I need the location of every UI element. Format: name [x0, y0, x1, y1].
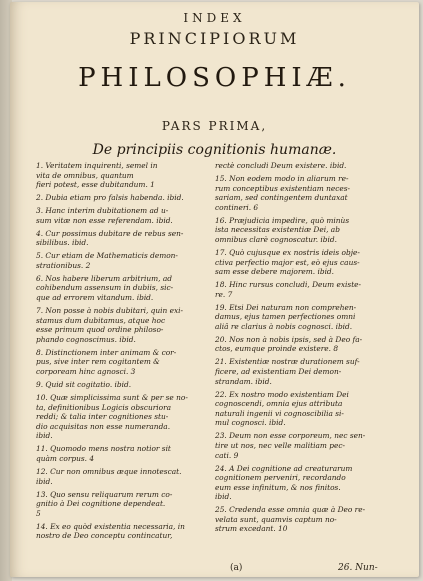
index-entry-line: 14. Ex eo quòd existentia necessaria, in — [36, 521, 185, 531]
index-entry-line: 5 — [36, 508, 41, 518]
title-line-1: PRINCIPIORUM — [129, 29, 300, 48]
index-entry-line: 19. Etsi Dei naturam non comprehen- — [215, 302, 357, 312]
index-entry-line: corpoream hinc agnosci. 3 — [36, 367, 136, 377]
index-entry-line: tire ut nos, nec velle malitiam pec- — [215, 440, 345, 450]
index-entry-line: 6. Nos habere liberum arbitrium, ad — [36, 273, 172, 283]
index-entry — [36, 380, 216, 390]
index-entry-line: strum excedant. 10 — [215, 524, 288, 534]
index-entry-line: esse primum quod ordine philoso- — [36, 325, 164, 335]
index-entry — [36, 161, 216, 190]
index-entry-line: fieri potest, esse dubitandum. 1 — [36, 180, 155, 190]
index-entry-line: cohibendum assensum in dubiis, sic- — [36, 283, 174, 293]
index-entry-line: 15. Non eodem modo in aliarum re- — [215, 173, 349, 183]
index-entry-line: omnibus clarè cognoscatur. ibid. — [215, 234, 337, 244]
index-entry — [215, 161, 395, 171]
index-entry-line: nostro de Deo conceptu contincatur, — [36, 531, 173, 541]
index-entry-line: sibilibus. ibid. — [36, 238, 89, 248]
index-entry-line: ibid. — [215, 492, 232, 502]
index-entry-line: 10. Quæ simplicissima sunt & per se no- — [36, 392, 188, 402]
index-entry-line: 8. Distinctionem inter animam & cor- — [36, 347, 177, 357]
index-entry — [215, 248, 395, 277]
index-entry-line: vita de omnibus, quantum — [36, 170, 134, 180]
index-entry-line: 25. Credenda esse omnia quæ à Deo re- — [215, 505, 366, 515]
index-entry — [215, 464, 395, 502]
index-entry-line: rectè concludi Deum existere. ibid. — [215, 161, 347, 170]
index-entry-line: mul cognosci. ibid. — [215, 418, 286, 428]
running-title: INDEX — [183, 11, 246, 25]
index-entry — [215, 216, 395, 245]
index-entry-line: naturali ingenii vi cognoscibilia si- — [215, 408, 344, 418]
index-entry — [36, 348, 216, 377]
index-entry-line: 11. Quomodo mens nostra notior sit — [36, 444, 171, 454]
index-entry-line: stamus dum dubitamus, atque hoc — [36, 315, 166, 325]
index-entry — [215, 335, 395, 354]
index-entry-line: 3. Hanc interim dubitationem ad u- — [36, 206, 169, 216]
index-entry-line: 22. Ex nostro modo existentiam Dei — [215, 389, 349, 399]
index-column-left — [36, 161, 216, 544]
signature-mark: (a) — [230, 563, 243, 573]
index-entry-line: 9. Quid sit cogitatio. ibid. — [36, 380, 132, 389]
book-page — [10, 2, 419, 577]
index-entry-line: aliâ re clarius à nobis cognosci. ibid. — [215, 321, 353, 331]
index-entry — [36, 251, 216, 270]
index-entry-line: ibid. — [36, 431, 53, 441]
index-entry-line: sam esse debere majorem. ibid. — [215, 267, 335, 277]
index-entry-line: ibid. — [36, 476, 53, 486]
index-entry — [36, 306, 216, 344]
index-entry — [215, 303, 395, 332]
index-entry — [36, 229, 216, 248]
index-entry-line: sum vitæ non esse referendam. ibid. — [36, 215, 173, 225]
index-entry — [36, 522, 216, 541]
index-entry-line: sariam, sed contingentem duntaxat — [215, 193, 348, 203]
index-entry — [215, 174, 395, 212]
index-entry — [215, 280, 395, 299]
section-subtitle: De principiis cognitionis humanæ. — [92, 142, 337, 158]
index-entry-line: 23. Deum non esse corporeum, nec sen- — [215, 431, 366, 441]
index-entry-line: ista necessitas existentiæ Dei, ab — [215, 225, 340, 235]
index-entry-line: pus, sive inter rem cogitantem & — [36, 357, 160, 367]
index-entry-line: 12. Cur non omnibus æque innotescat. — [36, 466, 182, 476]
index-entry-line: velata sunt, quamvis captum no- — [215, 514, 337, 524]
index-entry-line: 4. Cur possimus dubitare de rebus sen- — [36, 228, 184, 238]
index-entry-line: cognoscendi, omnia ejus attributa — [215, 399, 343, 409]
index-entry-line: ficere, ad existentiam Dei demon- — [215, 367, 342, 377]
index-entry-line: phando cognoscimus. ibid. — [36, 334, 136, 344]
index-entry-line: quàm corpus. 4 — [36, 453, 95, 463]
index-entry — [215, 390, 395, 428]
index-entry-line: gnitio à Dei cognitione dependeat. — [36, 499, 166, 509]
index-entry — [215, 431, 395, 460]
index-entry-line: 7. Non posse à nobis dubitari, quin exi- — [36, 306, 184, 316]
index-entry-line: ctiva perfectio major est, eò ejus caus- — [215, 257, 360, 267]
index-entry-line: eum esse infinitum, & nos finitos. — [215, 482, 341, 492]
index-entry-line: cati. 9 — [215, 450, 239, 460]
index-entry-line: ctos, eumque proinde existere. 8 — [215, 344, 339, 354]
index-entry-line: que ad errorem vitandum. ibid. — [36, 293, 154, 303]
index-entry — [215, 357, 395, 386]
index-entry-line: ta, definitionibus Logicis obscuriora — [36, 402, 172, 412]
index-entry-line: 20. Nos non à nobis ipsis, sed à Deo fa- — [215, 334, 363, 344]
index-entry-line: 17. Quò cujusque ex nostris ideis obje- — [215, 247, 360, 257]
index-entry-line: 16. Præjudicia impedire, quò minùs — [215, 215, 350, 225]
index-entry-line: 1. Veritatem inquirenti, semel in — [36, 161, 158, 170]
index-entry-line: cognitionem perveniri, recordando — [215, 473, 346, 483]
index-entry — [36, 206, 216, 225]
index-entry-line: strationibus. 2 — [36, 260, 91, 270]
index-entry-line: re. 7 — [215, 289, 233, 299]
index-entry — [36, 444, 216, 463]
index-entry — [36, 193, 216, 203]
index-entry — [36, 393, 216, 441]
title-line-2: PHILOSOPHIÆ. — [78, 63, 351, 93]
index-entry — [36, 274, 216, 303]
index-entry — [215, 505, 395, 534]
index-entry-line: reddi; & talia inter cognitiones stu- — [36, 412, 169, 422]
index-entry-line: 13. Quo sensu reliquarum rerum co- — [36, 489, 173, 499]
index-entry — [36, 490, 216, 519]
index-entry — [36, 467, 216, 486]
index-entry-line: 2. Dubia etiam pro falsis habenda. ibid. — [36, 193, 184, 203]
index-entry-line: 21. Existentiæ nostræ durationem suf- — [215, 357, 360, 367]
index-entry-line: 24. A Dei cognitione ad creaturarum — [215, 463, 353, 473]
part-heading: PARS PRIMA, — [161, 119, 268, 133]
catchword: 26. Nun- — [338, 563, 378, 573]
index-entry-line: rum conceptibus existentiam neces- — [215, 183, 351, 193]
index-column-right — [215, 161, 395, 537]
index-entry-line: strandam. ibid. — [215, 376, 272, 386]
index-entry-line: contineri. 6 — [215, 202, 259, 212]
index-entry-line: damus, ejus tamen perfectiones omni — [215, 312, 356, 322]
index-entry-line: 18. Hinc rursus concludi, Deum existe- — [215, 280, 362, 290]
index-entry-line: dio acquisitas non esse numeranda. — [36, 421, 171, 431]
index-entry-line: 5. Cur etiam de Mathematicis demon- — [36, 251, 178, 261]
